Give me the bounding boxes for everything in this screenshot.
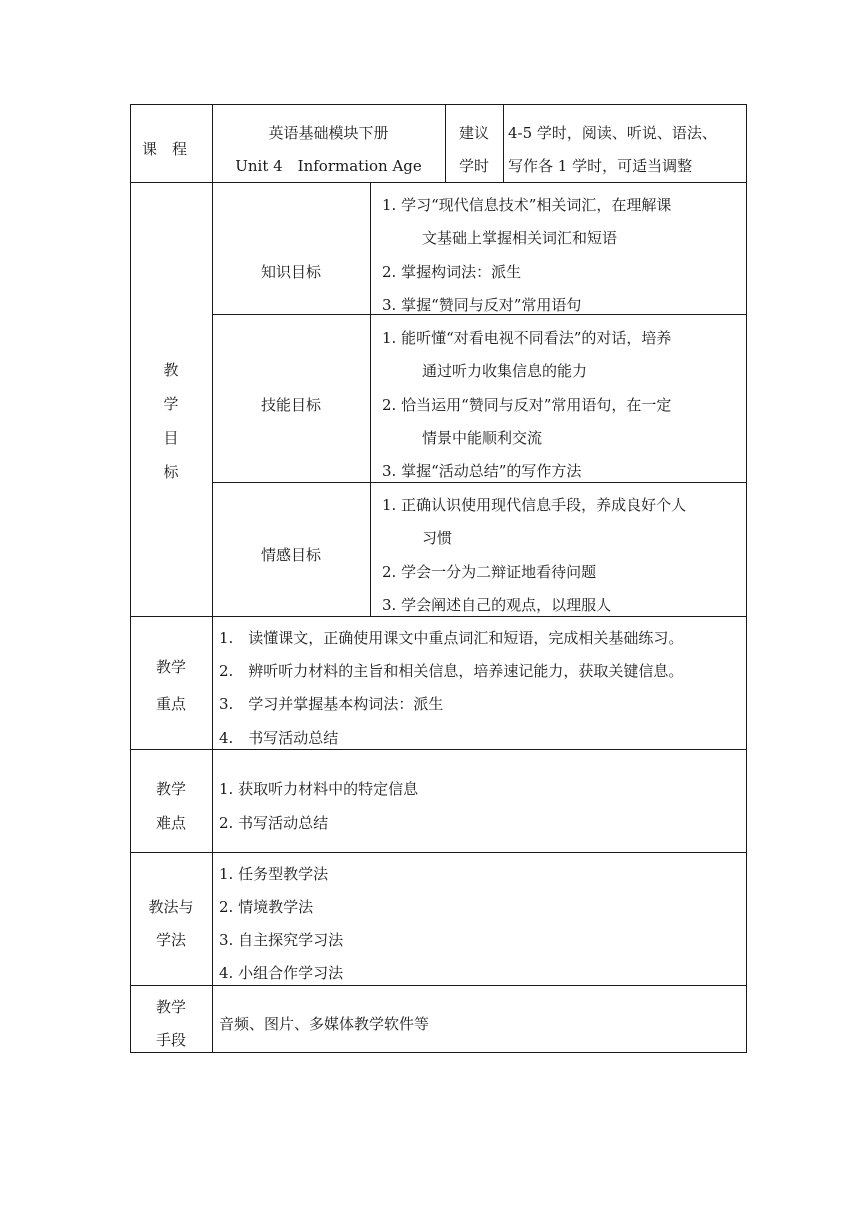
method-item: 3. 自主探究学习法 (219, 931, 344, 949)
means-label: 手段 (155, 1031, 186, 1049)
objectives-label-char: 教 (163, 361, 179, 379)
method-item: 4. 小组合作学习法 (219, 964, 344, 982)
course-label: 课 程 (142, 140, 188, 158)
key-point-item: 2. 辨听听力材料的主旨和相关信息，培养速记能力，获取关键信息。 (219, 662, 684, 680)
knowledge-item: 2. 掌握构词法：派生 (382, 263, 522, 281)
skill-item: 3. 掌握“活动总结”的写作方法 (382, 462, 582, 480)
difficulty-item: 2. 书写活动总结 (219, 814, 329, 832)
method-item: 1. 任务型教学法 (219, 865, 329, 883)
suggest-label: 建议 (458, 124, 489, 142)
skill-item: 情景中能顺利交流 (422, 429, 543, 447)
objectives-label-char: 学 (163, 395, 179, 413)
means-label: 教学 (155, 998, 186, 1016)
skill-label: 技能目标 (260, 396, 321, 414)
emotion-item: 3. 学会阐述自己的观点，以理服人 (382, 596, 612, 614)
difficulties-label: 教学 (155, 780, 186, 798)
table-rule (130, 104, 747, 105)
skill-item: 通过听力收集信息的能力 (422, 362, 588, 380)
table-rule (370, 182, 371, 616)
emotion-item: 习惯 (422, 529, 453, 547)
key-points-label: 教学 (155, 658, 186, 676)
knowledge-label: 知识目标 (260, 263, 321, 281)
course-unit: Unit 4 Information Age (235, 157, 422, 175)
emotion-label: 情感目标 (260, 546, 321, 564)
methods-label: 教法与 (148, 898, 194, 916)
knowledge-item: 1. 学习“现代信息技术”相关词汇，在理解课 (382, 196, 672, 214)
difficulties-label: 难点 (155, 814, 186, 832)
hours-text: 写作各 1 学时，可适当调整 (508, 157, 693, 175)
skill-item: 2. 恰当运用“赞同与反对”常用语句，在一定 (382, 396, 672, 414)
suggest-label: 学时 (458, 157, 489, 175)
skill-item: 1. 能听懂“对看电视不同看法”的对话，培养 (382, 329, 672, 347)
key-points-label: 重点 (155, 695, 186, 713)
hours-text: 4-5 学时，阅读、听说、语法、 (508, 124, 717, 142)
objectives-label-char: 目 (163, 429, 179, 447)
table-rule (130, 852, 747, 853)
table-rule (746, 104, 747, 1053)
course-title: 英语基础模块下册 (268, 124, 389, 142)
knowledge-item: 3. 掌握“赞同与反对”常用语句 (382, 296, 582, 314)
table-rule (212, 104, 213, 1053)
table-rule (130, 1052, 747, 1053)
objectives-label-char: 标 (163, 463, 179, 481)
difficulty-item: 1. 获取听力材料中的特定信息 (219, 780, 419, 798)
knowledge-item: 文基础上掌握相关词汇和短语 (422, 229, 618, 247)
method-item: 2. 情境教学法 (219, 898, 314, 916)
means-content: 音频、图片、多媒体教学软件等 (219, 1015, 430, 1033)
emotion-item: 1. 正确认识使用现代信息手段，养成良好个人 (382, 496, 687, 514)
key-point-item: 3. 学习并掌握基本构词法：派生 (219, 695, 444, 713)
key-point-item: 4. 书写活动总结 (219, 729, 339, 747)
table-rule (503, 104, 504, 182)
methods-label: 学法 (155, 931, 186, 949)
emotion-item: 2. 学会一分为二辩证地看待问题 (382, 563, 597, 581)
key-point-item: 1. 读懂课文，正确使用课文中重点词汇和短语，完成相关基础练习。 (219, 629, 684, 647)
